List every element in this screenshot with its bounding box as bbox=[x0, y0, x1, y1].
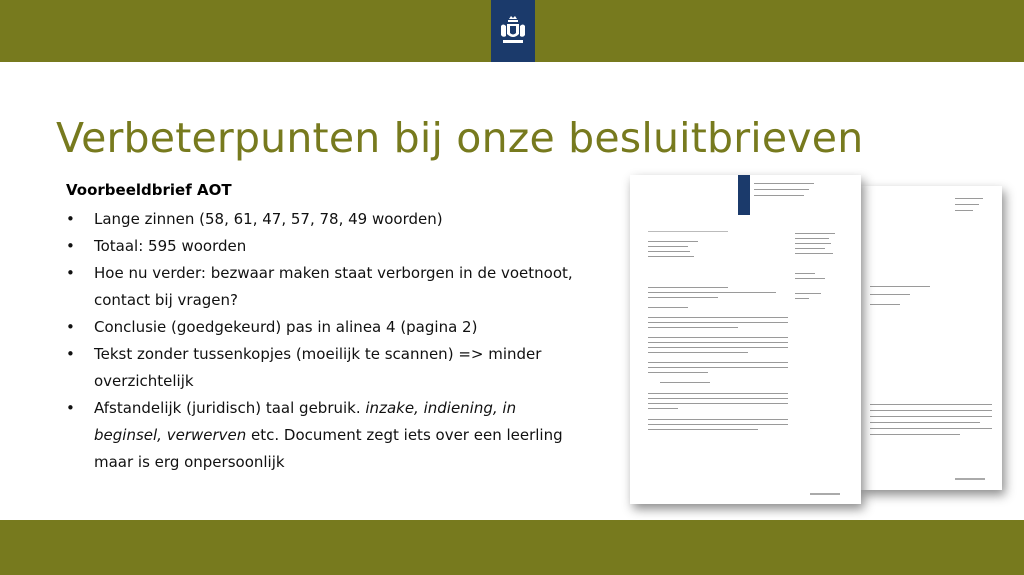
bullet-item bbox=[62, 260, 582, 314]
bullet-item bbox=[62, 395, 582, 476]
crest-icon bbox=[498, 14, 528, 48]
bullet-text: Hoe nu verder: bezwaar maken staat verborgen in de voetnoot, contact bij vragen? bbox=[94, 264, 573, 309]
bullet-item bbox=[62, 206, 582, 233]
bullet-icon: • bbox=[66, 237, 75, 255]
bullet-icon: • bbox=[66, 264, 75, 282]
bullet-text: Conclusie (goedgekeurd) pas in alinea 4 (pagina 2) bbox=[94, 318, 478, 336]
bullet-text: Tekst zonder tussenkopjes (moeilijk te scannen) => minder overzichtelijk bbox=[94, 345, 542, 390]
bullet-icon: • bbox=[66, 345, 75, 363]
bullet-item bbox=[62, 341, 582, 395]
subheading: Voorbeeldbrief AOT bbox=[66, 181, 232, 199]
bullet-text: Lange zinnen (58, 61, 47, 57, 78, 49 woorden) bbox=[94, 210, 443, 228]
page-title: Verbeterpunten bij onze besluitbrieven bbox=[56, 114, 864, 162]
bullet-text: Totaal: 595 woorden bbox=[94, 237, 247, 255]
letter-crest-icon bbox=[738, 175, 750, 215]
bullet-icon: • bbox=[66, 318, 75, 336]
government-crest-logo bbox=[491, 0, 535, 62]
bullet-item bbox=[62, 233, 582, 260]
bullet-text-post: etc. Document zegt iets over een leerling maar is erg onpersoonlijk bbox=[94, 426, 563, 471]
bullet-text-italic: inzake, indiening, in beginsel, verwerven bbox=[94, 399, 517, 444]
bullet-item bbox=[62, 314, 582, 341]
bottom-banner bbox=[0, 520, 1024, 575]
bullet-text-pre: Afstandelijk (juridisch) taal gebruik. bbox=[94, 399, 366, 417]
bullet-icon: • bbox=[66, 210, 75, 228]
letter-page-2-thumbnail bbox=[860, 186, 1002, 490]
bullet-icon: • bbox=[66, 399, 75, 417]
letter-page-1-thumbnail bbox=[630, 175, 861, 504]
bullet-list bbox=[62, 206, 582, 476]
